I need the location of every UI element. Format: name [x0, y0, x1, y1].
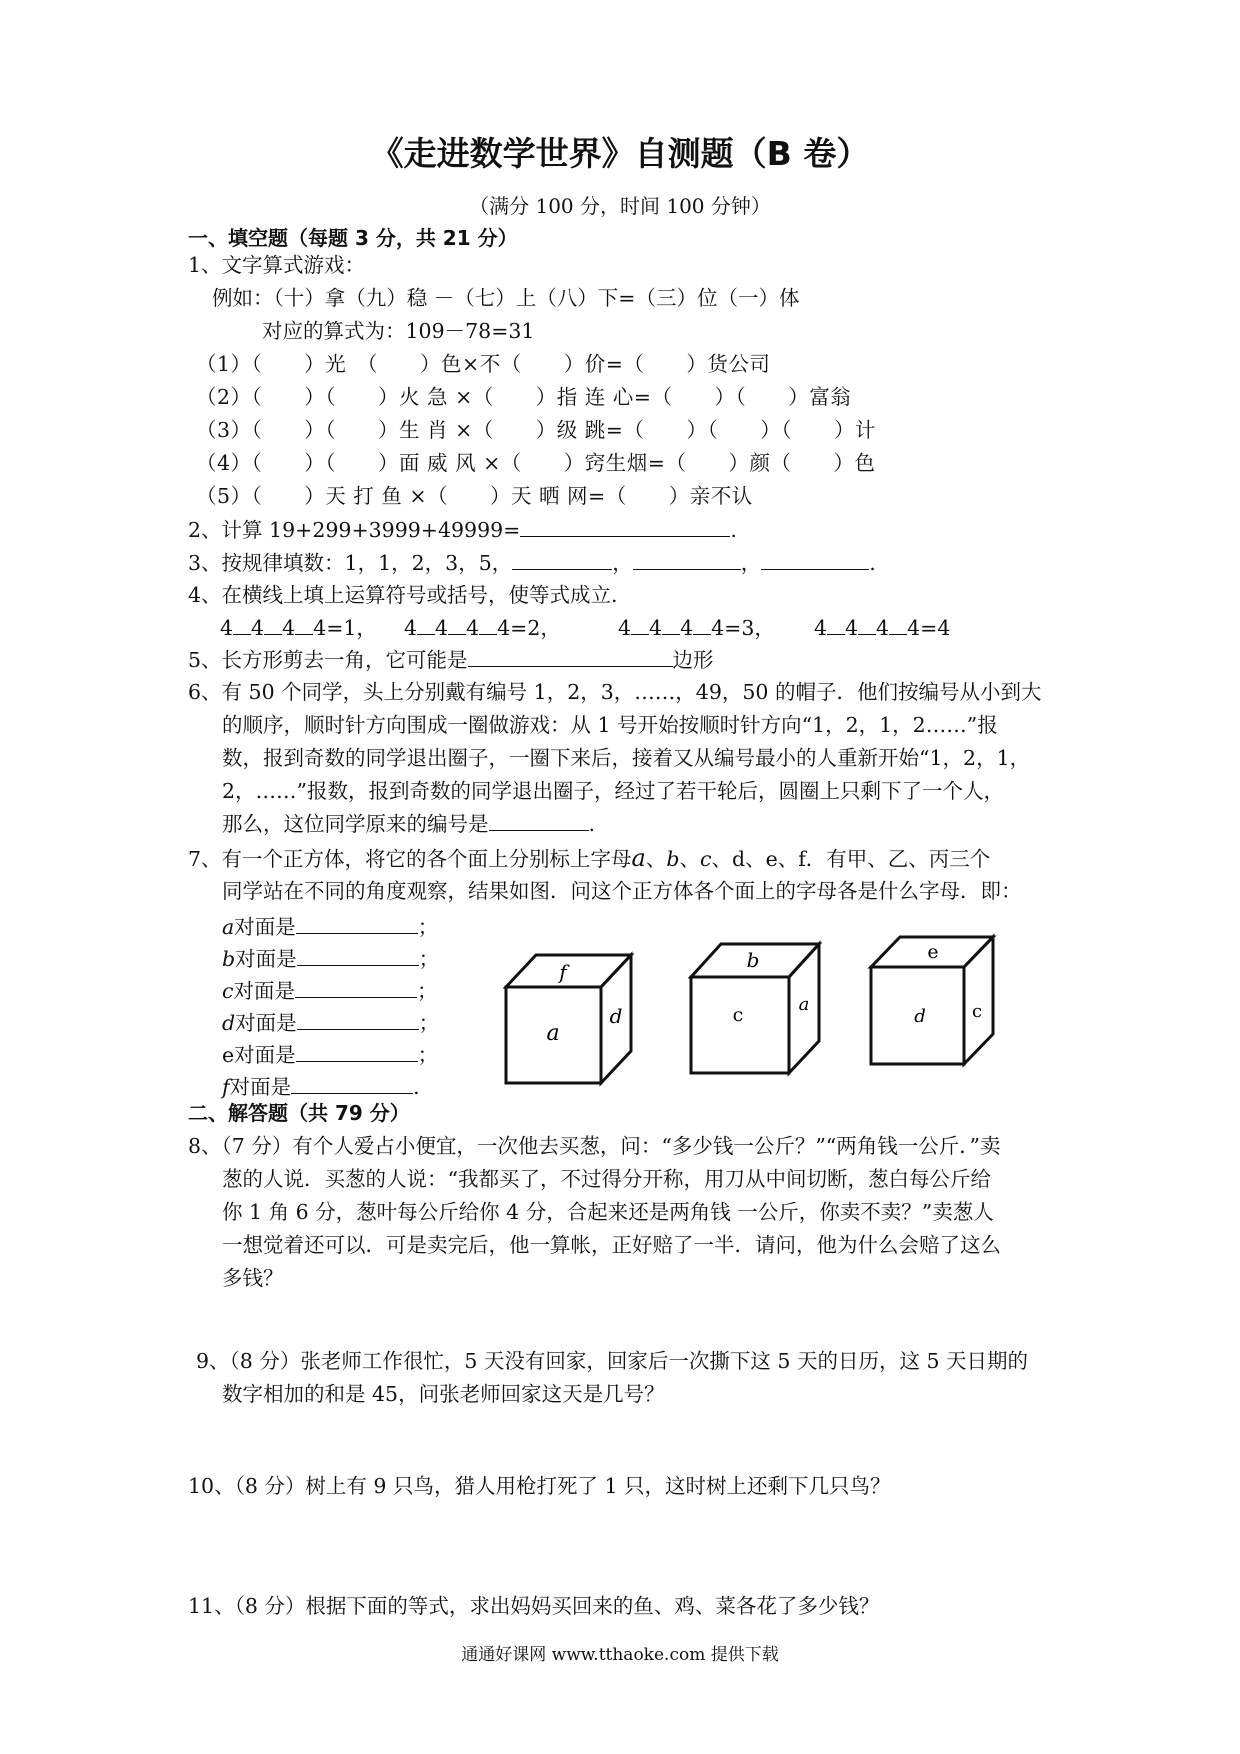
q1-item-5: （5）（ ）天 打 鱼 ×（ ）天 晒 网=（ ）亲不认: [196, 484, 753, 508]
q4-eq1: 4 4 4 4=1，: [220, 616, 377, 640]
q3-end: .: [869, 551, 876, 575]
q6-line-1: 6、有 50 个同学，头上分别戴有编号 1，2，3，……，49，50 的帽子．他们按编号从小到大: [188, 680, 1042, 704]
q10: 10、（8 分）树上有 9 只鸟，猎人用枪打死了 1 只，这时树上还剩下几只鸟？: [188, 1474, 891, 1498]
q4-text: 4、在横线上填上运算符号或括号，使等式成立.: [188, 583, 618, 607]
cube-3-top-label: e: [927, 941, 939, 963]
q7-opposite-c: c对面是 ；: [222, 975, 437, 1006]
cube-3-front-label: d: [914, 1006, 926, 1027]
page-title: 《走进数学世界》自测题（B 卷）: [370, 134, 870, 173]
q1-formula: 对应的算式为：109－78=31: [262, 319, 535, 343]
cube-1-front-label: a: [546, 1021, 560, 1046]
q6-line-2: 的顺序，顺时针方向围成一圈做游戏：从 1 号开始按顺时针方向“1，2，1，2……”报: [222, 713, 998, 737]
q6-line-3: 数，报到奇数的同学退出圈子，一圈下来后，接着又从编号最小的人重新开始“1，2，1，: [222, 746, 1031, 770]
q9-line-2: 数字相加的和是 45，问张老师回家这天是几号？: [222, 1382, 665, 1406]
q8-line-2: 葱的人说．买葱的人说：“我都买了，不过得分开称，用刀从中间切断，葱白每公斤给: [222, 1167, 991, 1191]
q5-end: 边形: [672, 648, 714, 672]
q1-item-4: （4）（ ）（ ）面 威 风 ×（ ）窍生烟=（ ）颜（ ）色: [196, 451, 876, 475]
q1-label: 1、文字算式游戏：: [188, 253, 366, 277]
cube-2-side-label: a: [798, 994, 810, 1015]
q3-sep-1: ，: [612, 551, 633, 575]
q8-line-4: 一想觉着还可以．可是卖完后，他一算帐，正好赔了一半．请问，他为什么会赔了这么: [222, 1233, 1001, 1257]
q1-item-1: （1）（ ）光 （ ）色×不（ ）价=（ ）货公司: [196, 352, 771, 376]
q7-line-2: 同学站在不同的角度观察，结果如图．问这个正方体各个面上的字母各是什么字母．即：: [222, 879, 1022, 903]
cube-1-top-label: f: [559, 960, 567, 984]
q8-line-1: 8、（7 分）有个人爱占小便宜，一次他去买葱，问：“多少钱一公斤？”“两角钱一公斤．”卖: [188, 1134, 1001, 1158]
cube-1-side-label: d: [609, 1004, 623, 1028]
page-subtitle: （满分 100 分，时间 100 分钟）: [469, 194, 771, 218]
q2-text: 2、计算 19+299+3999+49999=: [188, 518, 521, 542]
q7-opposite-f: f对面是 .: [222, 1071, 420, 1102]
q11: 11、（8 分）根据下面的等式，求出妈妈买回来的鱼、鸡、菜各花了多少钱？: [188, 1594, 880, 1618]
q7-line-1: 7、有一个正方体，将它的各个面上分别标上字母a、b、c、d、e、f．有甲、乙、丙三个: [188, 844, 991, 872]
q4-eq2: 4 4 4 4=2，: [404, 616, 561, 640]
q4-eq3: 4 4 4 4=3，: [618, 616, 775, 640]
section1-heading: 一、填空题（每题 3 分，共 21 分）: [188, 226, 518, 250]
q4-eq4: 4 4 4 4=4: [814, 616, 950, 640]
q5-text: 5、长方形剪去一角，它可能是: [188, 648, 468, 672]
footer-source: 通通好课网 www.tthaoke.com 提供下载: [461, 1645, 779, 1665]
q6-line-5: 那么，这位同学原来的编号是 .: [222, 808, 595, 841]
q2-end: .: [730, 518, 737, 542]
cube-2-front-label: c: [732, 1004, 744, 1026]
q7-opposite-b: b对面是 ；: [222, 943, 439, 974]
q9-line-1: 9、（8 分）张老师工作很忙，5 天没有回家，回家后一次撕下这 5 天的日历，这 5 天日期的: [196, 1349, 1029, 1373]
q7-opposite-e: e对面是 ；: [222, 1039, 438, 1070]
q1-item-3: （3）（ ）（ ）生 肖 ×（ ）级 跳=（ ）（ ）（ ）计: [196, 418, 876, 442]
q7-opposite-a: a对面是 ；: [222, 911, 438, 942]
q8-line-5: 多钱？: [222, 1266, 284, 1290]
q6-line-4: 2，……”报数，报到奇数的同学退出圈子，经过了若干轮后，圆圈上只剩下了一个人，: [222, 779, 1005, 803]
cube-3-side-label: c: [971, 1001, 983, 1022]
section2-heading: 二、解答题（共 79 分）: [188, 1101, 410, 1125]
q7-opposite-d: d对面是 ；: [222, 1007, 439, 1038]
q1-example: 例如：（十）拿（九）稳 －（七）上（八）下=（三）位（一）体: [212, 286, 800, 310]
q3-sep-2: ，: [740, 551, 762, 575]
q1-item-2: （2）（ ）（ ）火 急 ×（ ）指 连 心=（ ）（ ）富翁: [196, 385, 852, 409]
cube-2-top-label: b: [746, 948, 760, 972]
q3-text: 3、按规律填数：1，1，2，3，5，: [188, 551, 513, 575]
q8-line-3: 你 1 角 6 分，葱叶每公斤给你 4 分，合起来还是两角钱 一公斤，你卖不卖？”卖葱人: [222, 1200, 994, 1224]
